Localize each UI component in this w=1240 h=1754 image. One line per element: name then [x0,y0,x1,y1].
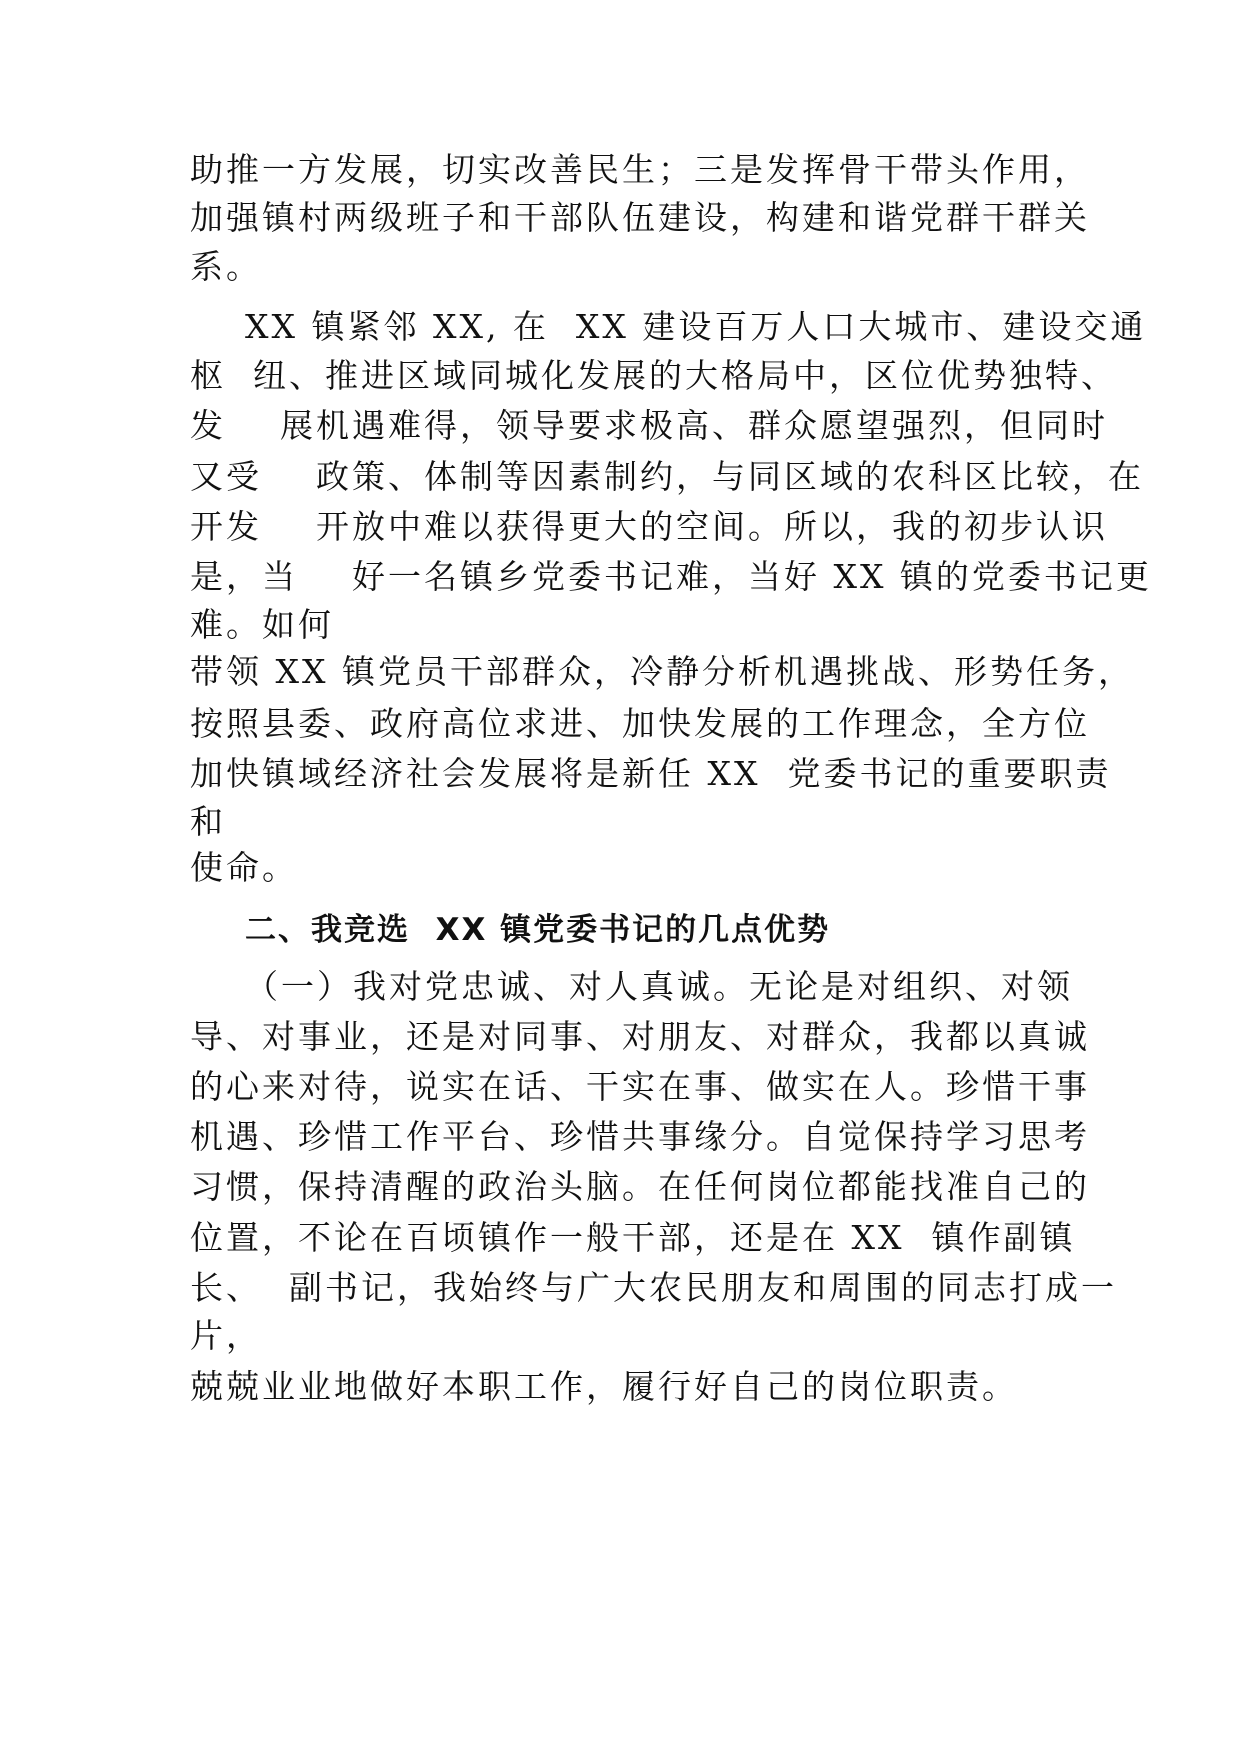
text-line: 加强镇村两级班子和干部队伍建设，构建和谐党群干群关 [190,198,1090,237]
text-line: 是，当 好一名镇乡党委书记难，当好 XX 镇的党委书记更 [190,557,1152,596]
text-line: 难。如何 [190,605,334,644]
section-heading: 二、我竞选 XX 镇党委书记的几点优势 [245,912,831,948]
text-line: 开发 开放中难以获得更大的空间。所以，我的初步认识 [190,507,1108,546]
text-line: 片， [190,1316,262,1355]
text-line: 使命。 [190,848,298,887]
text-line: 位置，不论在百顷镇作一般干部，还是在 XX 镇作副镇 [190,1218,1076,1257]
text-line: 带领 XX 镇党员干部群众，冷静分析机遇挑战、形势任务， [190,652,1134,691]
text-line: XX 镇紧邻 XX, 在 XX 建设百万人口大城市、建设交通 [245,307,1147,346]
text-line: 助推一方发展，切实改善民生；三是发挥骨干带头作用， [190,150,1090,189]
text-line: 机遇、珍惜工作平台、珍惜共事缘分。自觉保持学习思考 [190,1117,1090,1156]
text-line: 长、 副书记，我始终与广大农民朋友和周围的同志打成一 [190,1268,1117,1307]
text-line: 的心来对待，说实在话、干实在事、做实在人。珍惜干事 [190,1067,1090,1106]
text-line: 加快镇域经济社会发展将是新任 XX 党委书记的重要职责 [190,754,1112,793]
text-line: （一）我对党忠诚、对人真诚。无论是对组织、对领 [245,967,1073,1006]
text-line: 按照县委、政府高位求进、加快发展的工作理念，全方位 [190,704,1090,743]
text-line: 枢 纽、推进区域同城化发展的大格局中，区位优势独特、 [190,356,1117,395]
text-line: 和 [190,802,226,841]
text-line: 导、对事业，还是对同事、对朋友、对群众，我都以真诚 [190,1017,1090,1056]
text-line: 系。 [190,247,262,286]
text-line: 发 展机遇难得，领导要求极高、群众愿望强烈，但同时 [190,406,1108,445]
text-line: 又受 政策、体制等因素制约，与同区域的农科区比较，在 [190,457,1144,496]
text-line: 习惯，保持清醒的政治头脑。在任何岗位都能找准自己的 [190,1167,1090,1206]
text-line: 兢兢业业地做好本职工作，履行好自己的岗位职责。 [190,1367,1018,1406]
